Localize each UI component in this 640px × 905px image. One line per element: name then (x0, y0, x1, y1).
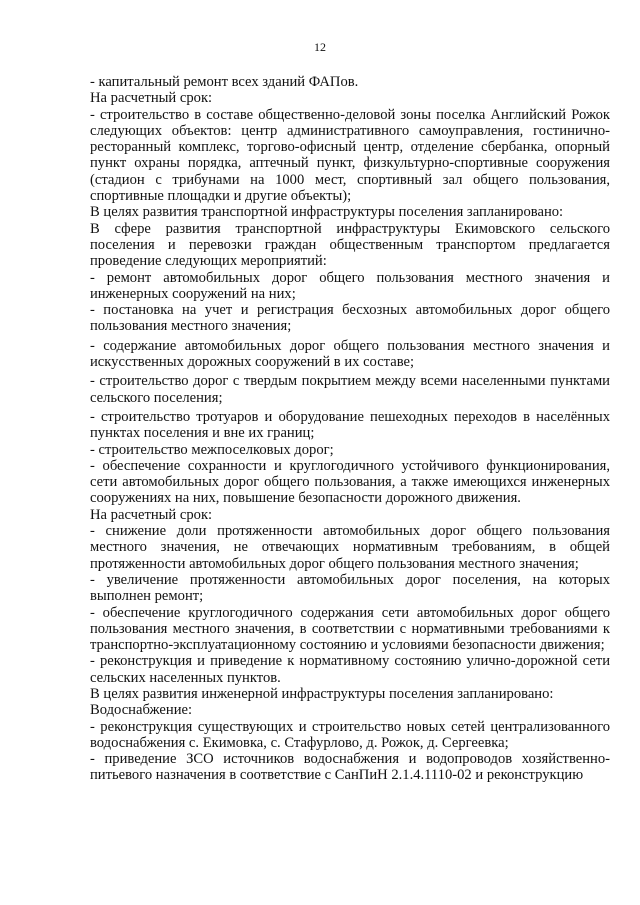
paragraph: На расчетный срок: (90, 506, 213, 523)
paragraph: - обеспечение сохранности и круглогодичного устойчивого функционирования, сети автомобильных дорог общего пользования, а также имеющихся инженерных сооружениях на них, повышение безопасности дорожного движения. (90, 457, 610, 507)
paragraph: - строительство в составе общественно-деловой зоны поселка Английский Рожок следующих объектов: центр административного самоуправления, гостинично-ресторанный комплекс, торгово-офисный центр, отделение сбербанка, опорный пункт охраны порядка, аптечный пункт, физкультурно-спортивные сооружения (стадион с трибунами на 1000 мест, спортивный зал общего пользования, спортивные площадки и другие объекты); (90, 106, 610, 205)
paragraph: - содержание автомобильных дорог общего пользования местного значения и искусственных дорожных сооружений в их составе; (90, 337, 610, 371)
paragraph: - постановка на учет и регистрация бесхозных автомобильных дорог общего пользования местного значения; (90, 302, 610, 335)
paragraph: - приведение ЗСО источников водоснабжения и водопроводов хозяйственно-питьевого назначения в соответствие с СанПиН 2.1.4.1110-02 и реконструкцию (90, 751, 610, 784)
paragraph: - обеспечение круглогодичного содержания сети автомобильных дорог общего пользования местного значения, в соответствии с нормативными требованиями к транспортно-эксплуатационному состоянию и условиями безопасности движения; (90, 604, 610, 654)
paragraph: - капитальный ремонт всех зданий ФАПов. (90, 74, 359, 90)
paragraph: - реконструкция и приведение к нормативному состоянию улично-дорожной сети сельских населенных пунктов. (90, 653, 610, 686)
paragraph: В сфере развития транспортной инфраструктуры Екимовского сельского поселения и перевозки граждан общественным транспортом предлагается проведение следующих мероприятий: (90, 220, 610, 270)
paragraph: - снижение доли протяженности автомобильных дорог общего пользования местного значения, не отвечающих нормативным требованиям, в общей протяженности автомобильных дорог общего пользования местного значения; (90, 523, 610, 572)
paragraph: - увеличение протяженности автомобильных дорог поселения, на которых выполнен ремонт; (90, 571, 610, 605)
paragraph: На расчетный срок: (90, 90, 213, 107)
paragraph: Водоснабжение: (90, 702, 193, 719)
paragraph: - строительство дорог с твердым покрытием между всеми населенными пунктами сельского поселения; (90, 373, 610, 406)
page-number: 12 (314, 40, 326, 54)
paragraph: В целях развития инженерной инфраструктуры поселения запланировано: (90, 685, 554, 702)
document-body (90, 74, 610, 784)
paragraph: - реконструкция существующих и строительство новых сетей централизованного водоснабжения с. Екимовка, с. Стафурлово, д. Рожок, д. Сергеевка; (90, 718, 610, 751)
paragraph: - строительство межпоселковых дорог; (90, 441, 334, 458)
paragraph: - ремонт автомобильных дорог общего пользования местного значения и инженерных сооружений на них; (90, 269, 610, 302)
paragraph: - строительство тротуаров и оборудование пешеходных переходов в населённых пунктах поселения и вне их границ; (90, 408, 610, 442)
paragraph: В целях развития транспортной инфраструктуры поселения запланировано: (90, 204, 564, 221)
